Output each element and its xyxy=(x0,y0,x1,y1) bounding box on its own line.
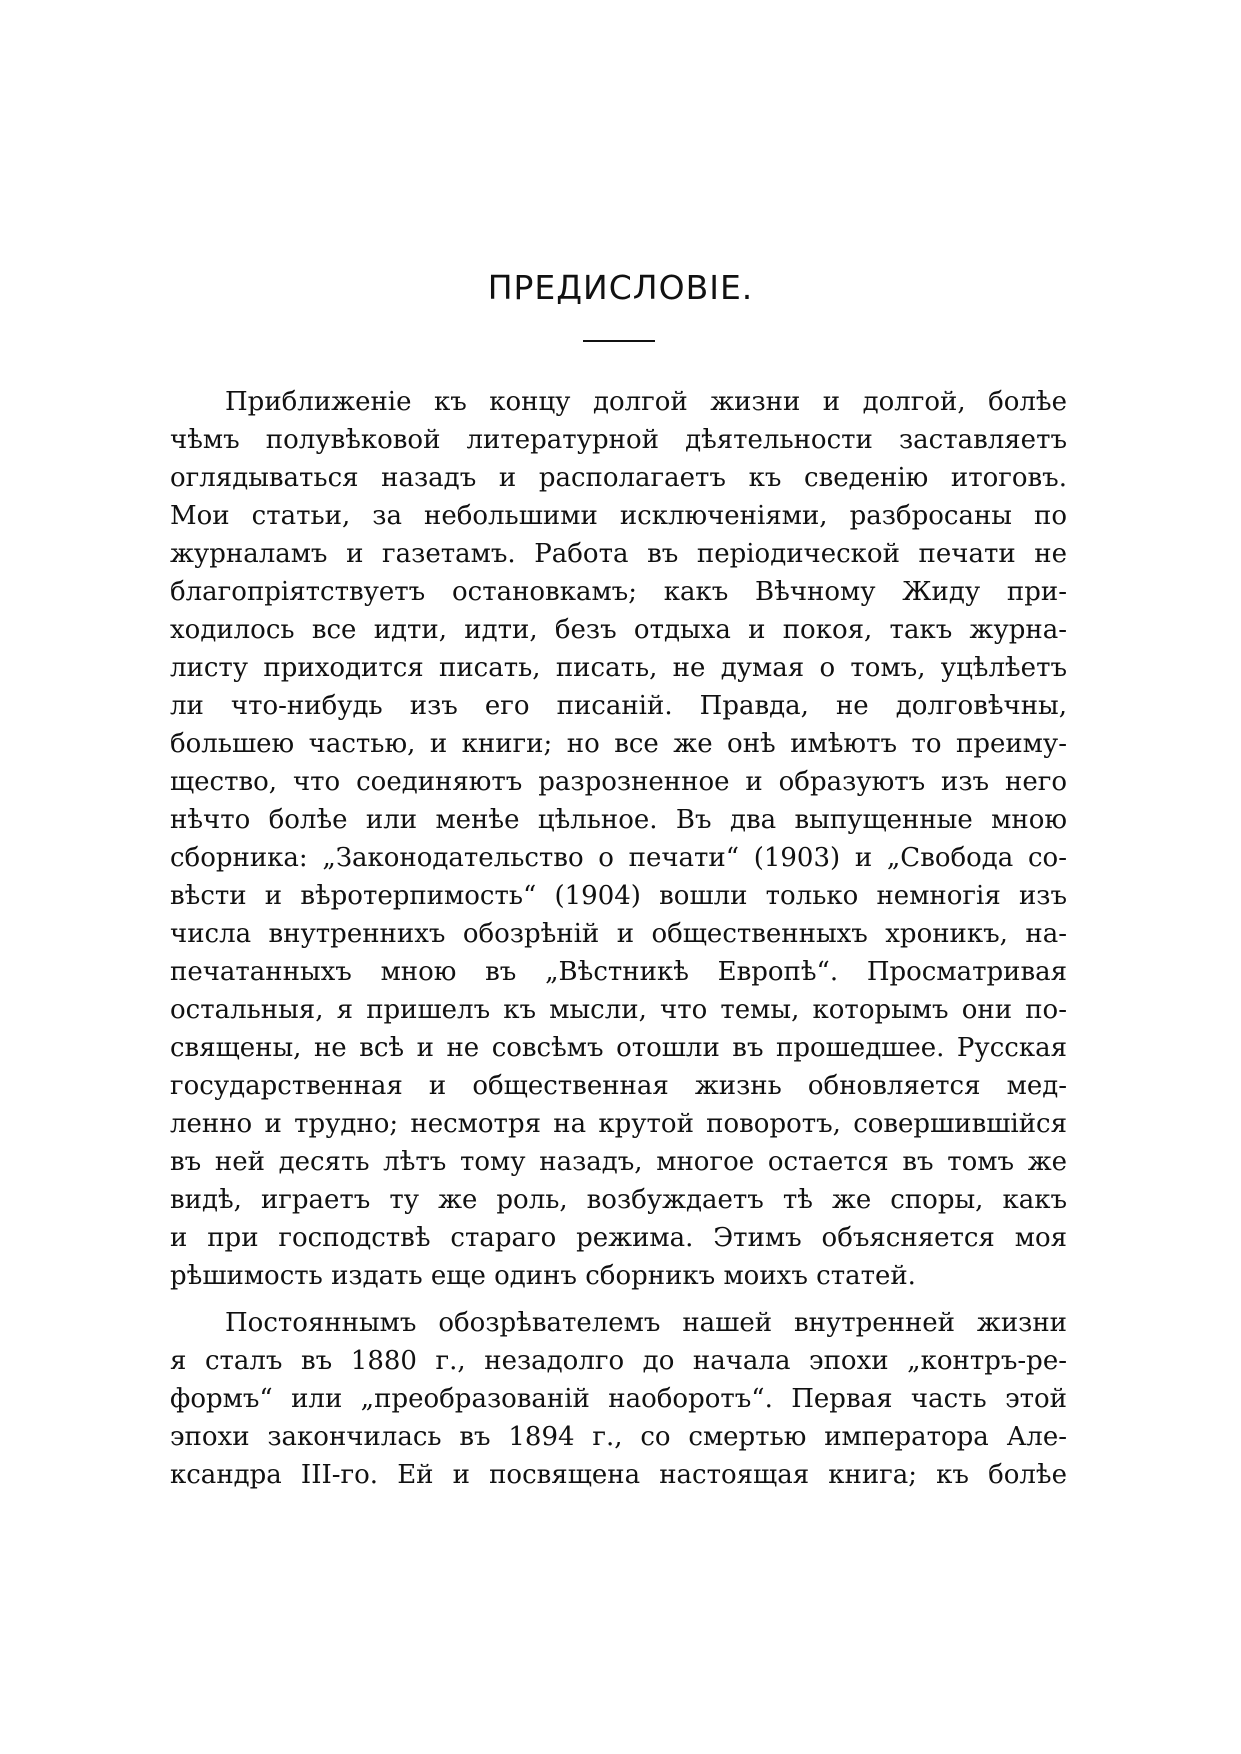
paragraph-gap xyxy=(170,1295,1067,1304)
text-line: Мои статьи, за небольшими исключеніями, разбросаны по xyxy=(170,501,1067,531)
text-line: щество, что соединяютъ разрозненное и образуютъ изъ него xyxy=(170,767,1067,797)
text-line: государственная и общественная жизнь обновляется мед- xyxy=(170,1071,1067,1101)
text-line: нѣчто болѣе или менѣе цѣльное. Въ два выпущенные мною xyxy=(170,805,1067,835)
text-line: благопріятствуетъ остановкамъ; какъ Вѣчному Жиду при- xyxy=(170,577,1067,607)
text-line: и при господствѣ стараго режима. Этимъ объясняется моя xyxy=(170,1223,1067,1253)
text-line: видѣ, играетъ ту же роль, возбуждаетъ тѣ же споры, какъ xyxy=(170,1185,1067,1215)
text-line: формъ“ или „преобразованій наоборотъ“. Первая часть этой xyxy=(170,1384,1067,1414)
text-line: ленно и трудно; несмотря на крутой поворотъ, совершившійся xyxy=(170,1109,1067,1139)
text-line: сборника: „Законодательство о печати“ (1903) и „Свобода со- xyxy=(170,843,1067,873)
text-line: Постояннымъ обозрѣвателемъ нашей внутренней жизни xyxy=(225,1308,1067,1338)
text-line: въ ней десять лѣтъ тому назадъ, многое остается въ томъ же xyxy=(170,1147,1067,1177)
text-line: ходилось все идти, идти, безъ отдыха и покоя, такъ журна- xyxy=(170,615,1067,645)
text-line: чѣмъ полувѣковой литературной дѣятельности заставляетъ xyxy=(170,425,1067,455)
title-divider xyxy=(583,340,655,342)
text-line: ксандра III-го. Ей и посвящена настоящая книга; къ болѣе xyxy=(170,1460,1067,1490)
text-line: рѣшимость издать еще одинъ сборникъ моихъ статей. xyxy=(170,1261,916,1291)
text-line: печатанныхъ мною въ „Вѣстникѣ Европѣ“. Просматривая xyxy=(170,957,1067,987)
text-line: ли что-нибудь изъ его писаній. Правда, не долговѣчны, xyxy=(170,691,1067,721)
text-line: эпохи закончилась въ 1894 г., со смертью императора Але- xyxy=(170,1422,1067,1452)
text-line: священы, не всѣ и не совсѣмъ отошли въ прошедшее. Русская xyxy=(170,1033,1067,1063)
text-line: оглядываться назадъ и располагаетъ къ сведенію итоговъ. xyxy=(170,463,1067,493)
text-line: листу приходится писать, писать, не думая о томъ, уцѣлѣетъ xyxy=(170,653,1067,683)
text-line: остальныя, я пришелъ къ мысли, что темы, которымъ они по- xyxy=(170,995,1067,1025)
page-title: ПРЕДИСЛОВІЕ. xyxy=(487,268,754,307)
text-line: большею частью, и книги; но все же онѣ имѣютъ то преиму- xyxy=(170,729,1067,759)
text-line: вѣсти и вѣротерпимость“ (1904) вошли только немногія изъ xyxy=(170,881,1067,911)
text-line: журналамъ и газетамъ. Работа въ періодической печати не xyxy=(170,539,1067,569)
text-line: Приближеніе къ концу долгой жизни и долгой, болѣе xyxy=(225,387,1067,417)
text-line: числа внутреннихъ обозрѣній и общественныхъ хроникъ, на- xyxy=(170,919,1067,949)
paragraph xyxy=(170,1304,1067,1494)
text-line: я сталъ въ 1880 г., незадолго до начала эпохи „контръ-ре- xyxy=(170,1346,1067,1376)
body-text xyxy=(170,383,1067,1494)
paragraph xyxy=(170,383,1067,1295)
